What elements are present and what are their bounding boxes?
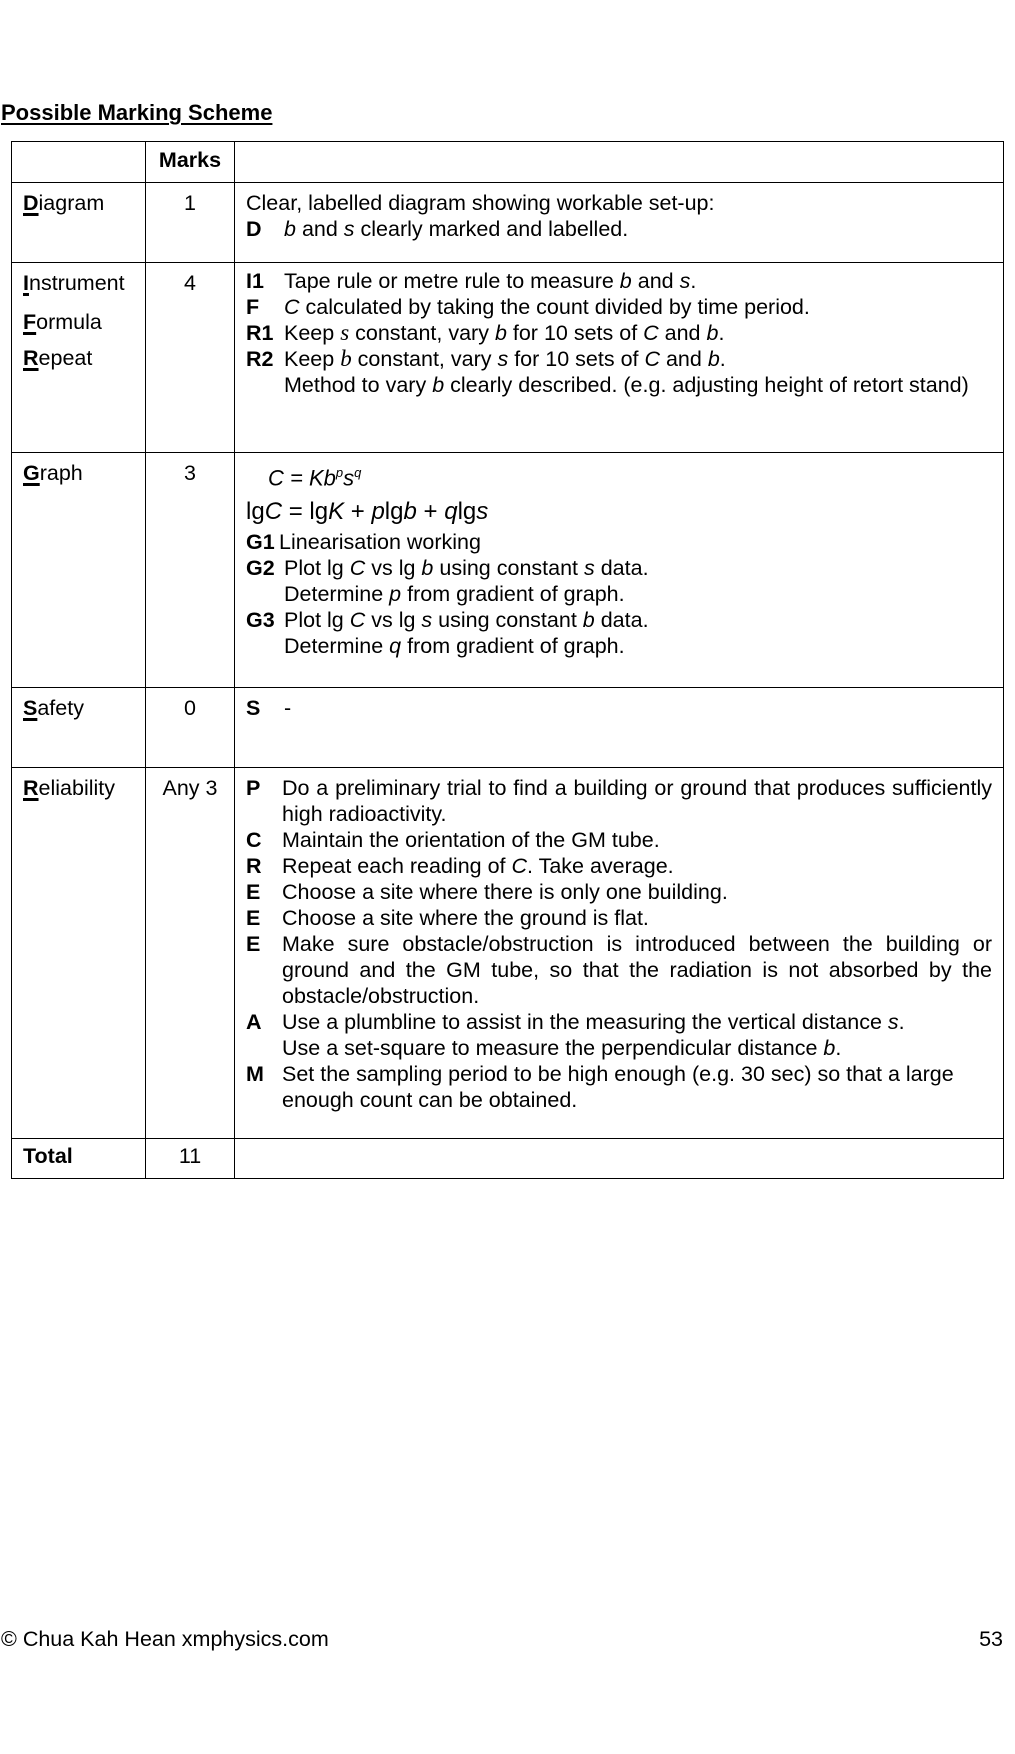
table-row-reliability	[12, 768, 1004, 1139]
criterion-code: F	[246, 295, 260, 319]
criterion-item	[246, 607, 992, 633]
content-graph	[235, 453, 1004, 688]
criterion-text: Do a preliminary trial to find a building or ground that produces sufficiently high radioactivity.	[282, 776, 992, 826]
criterion-item	[246, 905, 992, 931]
marks-graph: 3	[146, 453, 235, 688]
marks-reliability: Any 3	[146, 768, 235, 1139]
category-safety	[12, 688, 146, 768]
content-reliability	[235, 768, 1004, 1139]
marking-scheme-table	[11, 141, 1004, 1179]
category-initial: I	[23, 271, 29, 295]
category-initial: D	[23, 191, 39, 215]
criterion-item	[246, 695, 992, 721]
criterion-code: I1	[246, 269, 264, 293]
header-marks: Marks	[146, 142, 235, 183]
criterion-item	[246, 216, 992, 242]
category-initial: F	[23, 310, 37, 334]
category-rest: nstrument	[28, 271, 125, 295]
category-rest: epeat	[38, 346, 93, 370]
content-diagram	[235, 183, 1004, 263]
criterion-item	[246, 555, 992, 581]
category-rest: raph	[39, 461, 83, 485]
marks-diagram: 1	[146, 183, 235, 263]
diagram-intro: Clear, labelled diagram showing workable set-up:	[246, 191, 715, 215]
criterion-code: R2	[246, 347, 274, 371]
criterion-text: Set the sampling period to be high enough (e.g. 30 sec) so that a large enough count can be obtained.	[282, 1062, 954, 1112]
criterion-item	[246, 879, 992, 905]
criterion-text: Choose a site where the ground is flat.	[282, 906, 649, 930]
criterion-code: G2	[246, 556, 275, 580]
criterion-item	[246, 853, 992, 879]
category-initial: G	[23, 461, 40, 485]
content-safety	[235, 688, 1004, 768]
criterion-item	[246, 775, 992, 827]
criterion-code: P	[246, 776, 261, 800]
criterion-item	[246, 346, 992, 372]
log-equation: lgC = lgK + plgb + qlgs	[246, 498, 489, 525]
criterion-code: S	[246, 696, 261, 720]
header-category	[12, 142, 146, 183]
criterion-text: Use a plumbline to assist in the measuring the vertical distance s. Use a set-square to measure the perpendicular distance b.	[282, 1010, 905, 1060]
criterion-code: D	[246, 217, 262, 241]
criterion-text: Choose a site where there is only one building.	[282, 880, 728, 904]
criterion-code: E	[246, 932, 261, 956]
criterion-code: G1	[246, 530, 275, 554]
criterion-code: G3	[246, 608, 275, 632]
page-number: 53	[979, 1627, 1003, 1651]
category-rest: eliability	[38, 776, 116, 800]
criterion-text: Make sure obstacle/obstruction is introduced between the building or ground and the GM tube, so that the radiation is not absorbed by the obstacle/obstruction.	[282, 932, 992, 1008]
criterion-text: -	[284, 696, 292, 720]
criterion-code: R1	[246, 321, 274, 345]
criterion-text: Maintain the orientation of the GM tube.	[282, 828, 660, 852]
criterion-text: Repeat each reading of C. Take average.	[282, 854, 674, 878]
criterion-item	[246, 827, 992, 853]
category-ifr	[12, 263, 146, 453]
criterion-code: C	[246, 828, 262, 852]
criterion-continuation: Determine p from gradient of graph.	[284, 582, 625, 606]
power-law-equation: $C = Kb^ps^q$	[268, 465, 362, 491]
criterion-item	[246, 931, 992, 1009]
criterion-continuation: Method to vary b clearly described. (e.g. adjusting height of retort stand)	[284, 373, 969, 397]
table-row-diagram	[12, 183, 1004, 263]
category-rest: ormula	[36, 310, 102, 334]
total-label: Total	[12, 1139, 146, 1179]
criterion-text: Plot lg C vs lg b using constant s data.	[284, 556, 649, 580]
table-row-safety	[12, 688, 1004, 768]
category-reliability	[12, 768, 146, 1139]
criterion-text: Keep b constant, vary s for 10 sets of C and b.	[284, 346, 726, 371]
table-header-row	[12, 142, 1004, 183]
category-diagram	[12, 183, 146, 263]
category-initial: R	[23, 776, 39, 800]
criterion-item	[246, 320, 992, 346]
criterion-text: C calculated by taking the count divided by time period.	[284, 295, 810, 319]
table-row-graph	[12, 453, 1004, 688]
criterion-code: E	[246, 880, 261, 904]
criterion-text: Keep s constant, vary b for 10 sets of C and b.	[284, 320, 725, 345]
page-title: Possible Marking Scheme	[1, 100, 273, 125]
criterion-text: Tape rule or metre rule to measure b and s.	[284, 269, 697, 293]
header-description	[235, 142, 1004, 183]
criterion-item	[246, 1061, 992, 1113]
criterion-code: A	[246, 1010, 262, 1034]
criterion-code: R	[246, 854, 262, 878]
criterion-text: Linearisation working	[279, 530, 481, 554]
category-graph	[12, 453, 146, 688]
criterion-continuation: Determine q from gradient of graph.	[284, 634, 625, 658]
category-rest: afety	[37, 696, 84, 720]
criterion-item	[246, 268, 992, 294]
criterion-item	[246, 294, 992, 320]
criterion-code: M	[246, 1062, 264, 1086]
criterion-text: b and s clearly marked and labelled.	[284, 217, 629, 241]
criterion-code: E	[246, 906, 261, 930]
content-ifr	[235, 263, 1004, 453]
table-row-total	[12, 1139, 1004, 1179]
footer-copyright: © Chua Kah Hean xmphysics.com	[1, 1627, 329, 1651]
marks-ifr: 4	[146, 263, 235, 453]
category-initial: R	[23, 346, 39, 370]
total-content	[235, 1139, 1004, 1179]
marks-safety: 0	[146, 688, 235, 768]
criterion-item	[246, 1009, 992, 1061]
criterion-text: Plot lg C vs lg s using constant b data.	[284, 608, 649, 632]
criterion-item	[246, 529, 992, 555]
table-row-instrument-formula-repeat	[12, 263, 1004, 453]
category-initial: S	[23, 696, 38, 720]
total-marks: 11	[146, 1139, 235, 1179]
category-rest: iagram	[38, 191, 105, 215]
